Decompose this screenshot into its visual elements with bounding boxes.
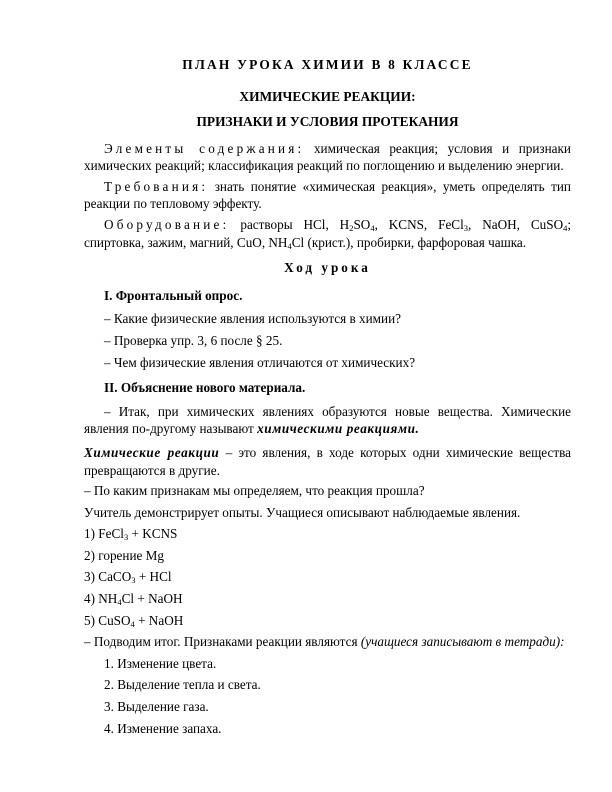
experiment-item [84,590,571,608]
equipment-label: Оборудование: [104,216,230,232]
subscript: 3 [131,575,136,586]
experiment-text: 5) CuSO [84,612,131,628]
reactions-intro-paragraph [84,403,571,438]
question-item: – Какие физические явления используются в химии? [104,311,401,327]
experiment-item [84,568,571,586]
elements-paragraph [84,140,571,175]
equipment-text: ; спиртовка, зажим, магний, CuO, NH [84,216,572,250]
sign-item: 3. Выделение газа. [104,699,209,715]
experiment-item [84,525,571,543]
subscript: 4 [117,597,122,608]
subscript: 3 [123,532,129,543]
reactions-definition-paragraph [84,444,571,479]
equipment-text: , KCNS, FeCl [374,216,464,232]
requirements-text: знать понятие «химическая реакция», уметь определять тип реакции по тепловому эффекту. [84,178,571,212]
question-signs: – По каким признакам мы определяем, что реакция прошла? [84,483,425,499]
page-title: ПЛАН УРОКА ХИМИИ В 8 КЛАССЕ [182,57,473,72]
requirements-label: Требования: [104,178,209,194]
lesson-topic-line1: ХИМИЧЕСКИЕ РЕАКЦИИ: [239,88,416,104]
question-item: – Проверка упр. 3, 6 после § 25. [104,332,283,348]
experiment-item [84,612,571,630]
emphasized-term: химическими реакциями. [257,421,420,437]
paragraph-text: – Подводим итог. Признаками реакции являются [84,634,361,650]
sign-item: 2. Выделение тепла и света. [104,677,261,693]
lesson-topic-line2: ПРИЗНАКИ И УСЛОВИЯ ПРОТЕКАНИЯ [196,113,459,129]
requirements-paragraph [84,178,571,213]
subscript: 4 [287,240,292,251]
experiment-text: + HCl [135,569,172,585]
question-item: – Чем физические явления отличаются от химических? [104,354,416,370]
subscript: 2 [349,222,354,233]
subscript: 3 [463,222,469,233]
summary-paragraph [84,633,571,651]
teacher-line: Учитель демонстрирует опыты. Учащиеся описывают наблюдаемые явления. [84,504,521,520]
elements-text: химическая реакция; условия и признаки химических реакций; классификация реакций по поглощению и выделению энергии. [84,140,571,174]
equipment-paragraph [84,216,571,251]
course-heading: Ход урока [284,260,371,276]
elements-label: Элементы содержания: [104,140,305,156]
experiment-text: 1) FeCl [84,526,124,542]
experiment-item: 2) горение Mg [84,547,164,563]
subscript: 4 [563,222,568,233]
emphasized-note: (учащиеся записывают в тетради): [360,634,565,650]
experiment-text: 4) NH [84,591,118,607]
paragraph-text: – Итак, при химических явлениях образуются новые вещества. Химические явления по-другому называют [84,403,571,437]
experiment-text: 3) CaCO [84,569,132,585]
subscript: 4 [370,222,375,233]
sign-item: 4. Изменение запаха. [104,720,222,736]
section-frontal-survey: I. Фронтальный опрос. [104,287,243,303]
sign-item: 1. Изменение цвета. [104,655,217,671]
equipment-text: растворы HCl, H [229,216,350,232]
subscript: 4 [130,618,135,629]
experiment-text: + NaOH [134,612,184,628]
section-new-material: II. Объяснение нового материала. [104,380,306,396]
equipment-text: SO [353,216,371,232]
document-page [84,56,571,741]
equipment-text: Cl (крист.), пробирки, фарфоровая чашка. [291,234,527,250]
emphasized-term: Химические реакции [84,444,220,460]
experiment-text: Cl + NaOH [121,591,183,607]
paragraph-text: – это явления, в ходе которых одни химические вещества превращаются в другие. [84,444,571,478]
equipment-text: , NaOH, CuSO [468,216,564,232]
experiment-text: + KCNS [128,526,178,542]
